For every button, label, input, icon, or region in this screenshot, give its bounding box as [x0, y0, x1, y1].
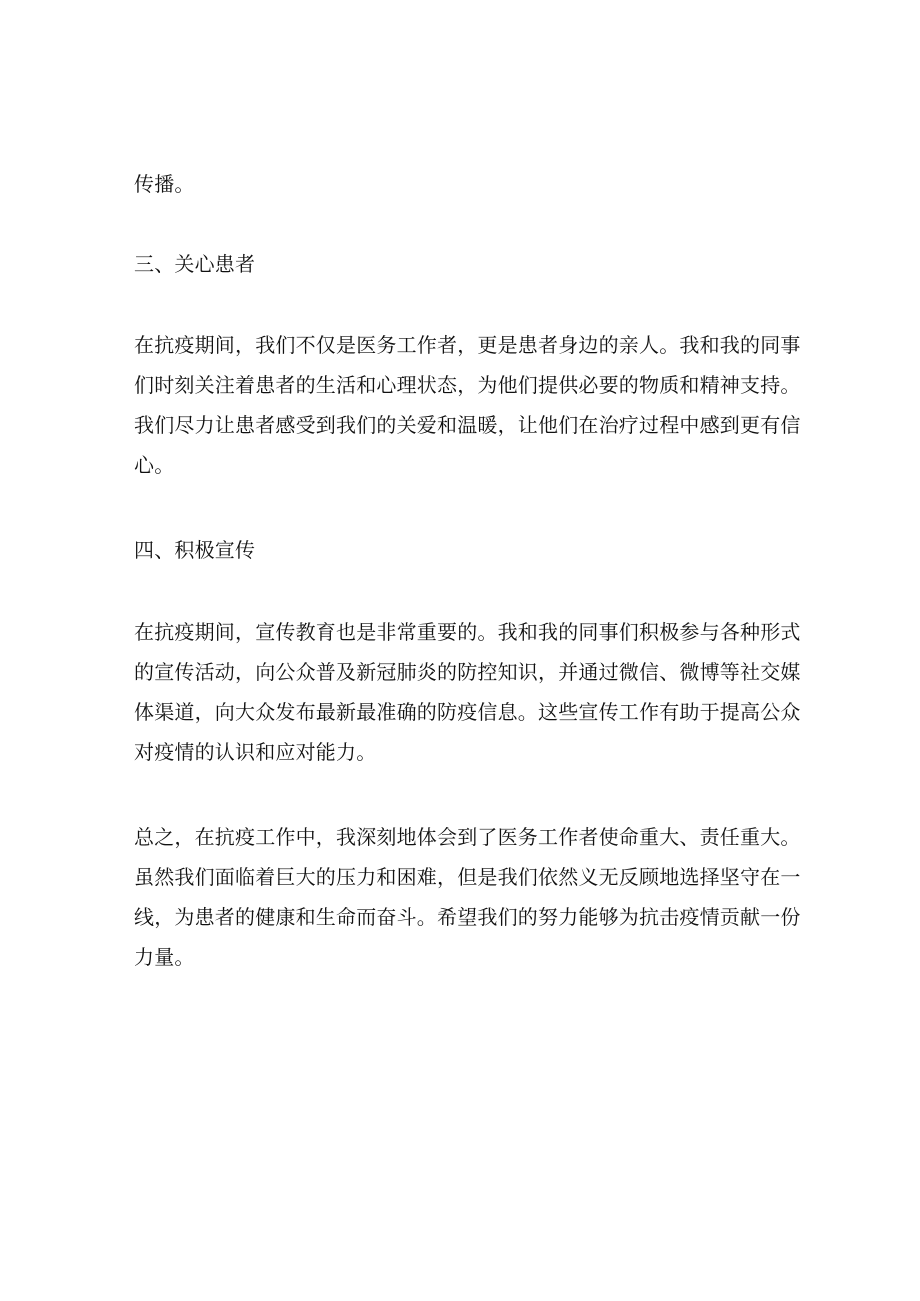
- paragraph-line: 我们尽力让患者感受到我们的关爱和温暖，让他们在治疗过程中感到更有信: [134, 413, 801, 437]
- heading-text: 四、积极宣传: [134, 538, 256, 562]
- fragment-paragraph: [134, 164, 814, 204]
- section4-paragraph: [134, 612, 814, 772]
- paragraph-line: 虽然我们面临着巨大的压力和困难，但是我们依然义无反顾地选择坚守在一: [134, 865, 801, 889]
- paragraph-line: 线，为患者的健康和生命而奋斗。希望我们的努力能够为抗击疫情贡献一份: [134, 905, 801, 929]
- section-heading-care-patients: [134, 244, 814, 284]
- paragraph-line: 在抗疫期间，我们不仅是医务工作者，更是患者身边的亲人。我和我的同事: [134, 333, 801, 357]
- paragraph-line: 体渠道，向大众发布最新最准确的防疫信息。这些宣传工作有助于提高公众: [134, 700, 801, 724]
- section3-paragraph: [134, 325, 814, 485]
- section-heading-publicity: [134, 530, 814, 570]
- paragraph-line: 力量。: [134, 945, 195, 969]
- paragraph-line: 们时刻关注着患者的生活和心理状态，为他们提供必要的物质和精神支持。: [134, 373, 801, 397]
- paragraph-line: 总之，在抗疫工作中，我深刻地体会到了医务工作者使命重大、责任重大。: [134, 825, 801, 849]
- paragraph-line: 的宣传活动，向公众普及新冠肺炎的防控知识，并通过微信、微博等社交媒: [134, 660, 801, 684]
- conclusion-paragraph: [134, 817, 814, 977]
- paragraph-line: 心。: [134, 453, 175, 477]
- paragraph-line: 在抗疫期间，宣传教育也是非常重要的。我和我的同事们积极参与各种形式: [134, 620, 801, 644]
- heading-text: 三、关心患者: [134, 252, 256, 276]
- paragraph-line: 对疫情的认识和应对能力。: [134, 740, 377, 764]
- paragraph-line: 传播。: [134, 172, 195, 196]
